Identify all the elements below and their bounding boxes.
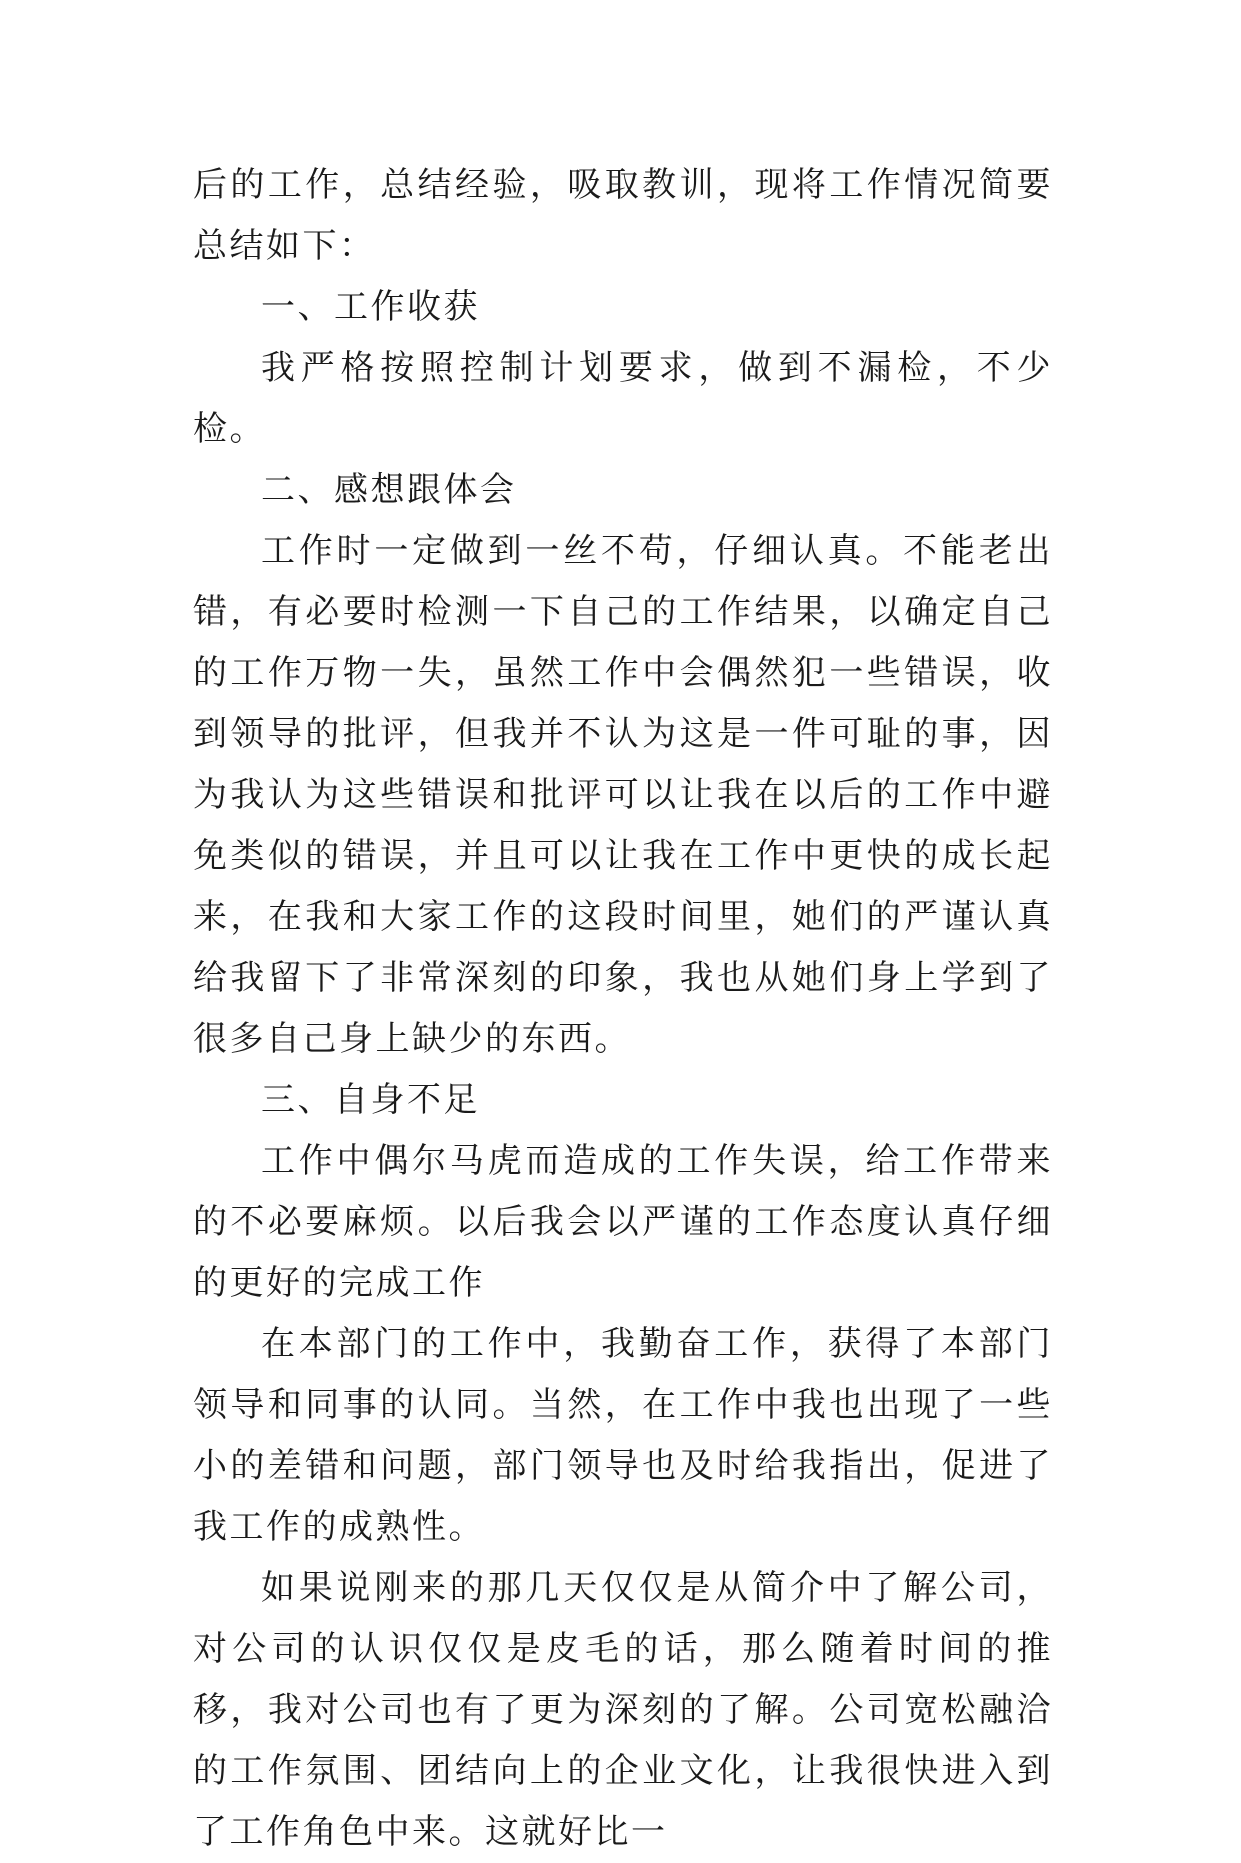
section-heading-shortcomings: 三、自身不足 [261, 1080, 480, 1120]
paragraph-shortcomings: 工作中偶尔马虎而造成的工作失误，给工作带来的不必要麻烦。以后我会以严谨的工作态度认真仔细的更好的完成工作 [193, 1141, 1053, 1303]
paragraph-company-understanding: 如果说刚来的那几天仅仅是从简介中了解公司，对公司的认识仅仅是皮毛的话，那么随着时间的推移，我对公司也有了更为深刻的了解。公司宽松融洽的工作氛围、团结向上的企业文化，让我很快进入到了工作角色中来。这就好比一 [193, 1568, 1053, 1852]
paragraph-reflections: 工作时一定做到一丝不苟，仔细认真。不能老出错，有必要时检测一下自己的工作结果，以确定自己的工作万物一失，虽然工作中会偶然犯一些错误，收到领导的批评，但我并不认为这是一件可耻的事，因为我认为这些错误和批评可以让我在以后的工作中避免类似的错误，并且可以让我在工作中更快的成长起来，在我和大家工作的这段时间里，她们的严谨认真给我留下了非常深刻的印象，我也从她们身上学到了很多自己身上缺少的东西。 [193, 531, 1053, 1059]
section-heading-reflections: 二、感想跟体会 [261, 470, 517, 510]
paragraph-continued: 后的工作，总结经验，吸取教训，现将工作情况简要总结如下： [193, 165, 1053, 266]
paragraph-department-work: 在本部门的工作中，我勤奋工作，获得了本部门领导和同事的认同。当然，在工作中我也出现了一些小的差错和问题，部门领导也及时给我指出，促进了我工作的成熟性。 [193, 1324, 1053, 1547]
section-heading-work-gains: 一、工作收获 [261, 287, 480, 327]
document-body [193, 155, 1053, 1863]
paragraph-work-gains: 我严格按照控制计划要求，做到不漏检，不少检。 [193, 348, 1053, 449]
